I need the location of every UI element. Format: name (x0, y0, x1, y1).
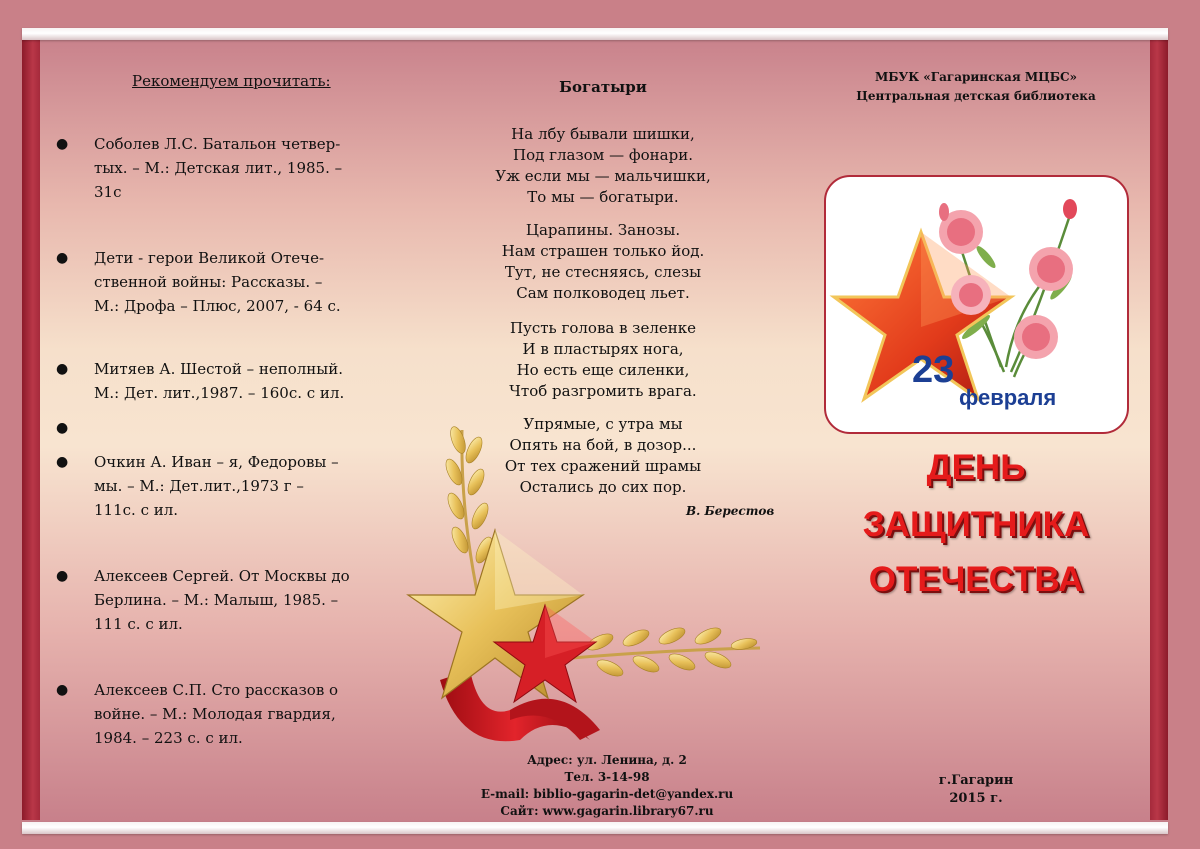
poem-line: И в пластырях нога, (522, 340, 684, 358)
list-item (54, 246, 372, 318)
poem-line: Нам страшен только йод. (501, 242, 705, 260)
poem-title: Богатыри (559, 78, 647, 96)
city-year-block (900, 772, 1052, 808)
card-month: февраля (959, 385, 1057, 410)
list-item (54, 678, 372, 750)
book-line: М.: Дрофа – Плюс, 2007, - 64 с. (94, 297, 341, 315)
book-line: Митяев А. Шестой – неполный. (94, 360, 343, 378)
book-line: Соболев Л.С. Батальон четвер- (94, 135, 341, 153)
title-line-3: ОТЕЧЕСТВА (868, 560, 1084, 599)
left-frame-bar (22, 38, 40, 820)
list-item (54, 564, 372, 636)
poem-line: На лбу бывали шишки, (511, 125, 695, 143)
poem-line: Остались до сих пор. (519, 478, 687, 496)
book-line: Очкин А. Иван – я, Федоровы – (94, 453, 339, 471)
list-item (54, 357, 372, 405)
poem-line: Царапины. Занозы. (525, 221, 681, 239)
book-line: ственной войны: Рассказы. – (94, 273, 323, 291)
poem-stanza (462, 124, 744, 208)
poem-line: Сам полководец льет. (516, 284, 690, 302)
org-name: МБУК «Гагаринская МЦБС» (874, 70, 1078, 84)
bullet-icon: ● (56, 568, 69, 584)
poem-line: Опять на бой, в дозор... (509, 436, 697, 454)
library-name: Центральная детская библиотека (856, 89, 1096, 103)
poem-line: Тут, не стесняясь, слезы (504, 263, 702, 281)
book-line: Алексеев С.П. Сто рассказов о (94, 681, 339, 699)
contact-block (466, 752, 748, 820)
poem-line: Но есть еще силенки, (516, 361, 690, 379)
carnation-flowers (939, 199, 1077, 359)
book-line: войне. – М.: Молодая гвардия, (94, 705, 336, 723)
phone-text: Тел. 3-14-98 (564, 770, 650, 784)
book-line: 111 с. с ил. (94, 615, 183, 633)
address-text: Адрес: ул. Ленина, д. 2 (527, 753, 687, 767)
book-line: 111с. с ил. (94, 501, 179, 519)
bottom-frame-rail (22, 822, 1168, 834)
poem-line: От тех сражений шрамы (504, 457, 702, 475)
book-line: 31с (94, 183, 122, 201)
list-item (54, 132, 372, 204)
book-line: Алексеев Сергей. От Москвы до (94, 567, 350, 585)
card-day-number: 23 (912, 349, 955, 391)
bullet-icon: ● (56, 420, 69, 436)
bullet-icon: ● (56, 136, 69, 152)
title-line-2: ЗАЩИТНИКА (862, 505, 1090, 544)
bullet-icon: ● (56, 361, 69, 377)
right-frame-bar (1150, 38, 1168, 820)
organization-header (820, 68, 1132, 106)
poem-line: Уж если мы — мальчишки, (495, 167, 711, 185)
year-text: 2015 г. (949, 791, 1003, 806)
bullet-icon: ● (56, 454, 69, 470)
book-line: М.: Дет. лит.,1987. – 160с. с ил. (94, 384, 345, 402)
poem-stanza (462, 318, 744, 402)
book-line: 1984. – 223 с. с ил. (94, 729, 243, 747)
star-carnations-image (826, 177, 1127, 432)
bullet-icon: ● (56, 682, 69, 698)
holiday-card-image (824, 175, 1129, 434)
poem-line: Чтоб разгромить врага. (509, 382, 697, 400)
city-text: г.Гагарин (938, 773, 1014, 788)
poem-line: То мы — богатыри. (527, 188, 679, 206)
poem-line: Пусть голова в зеленке (509, 319, 697, 337)
book-line: Берлина. – М.: Малыш, 1985. – (94, 591, 339, 609)
email-text: E-mail: biblio-gagarin-det@yandex.ru (480, 787, 734, 801)
recommended-reading-heading: Рекомендуем прочитать: (132, 72, 331, 90)
list-item (54, 450, 372, 522)
star-laurel-decoration (400, 410, 780, 770)
poem-author: В. Берестов (686, 504, 775, 518)
top-frame-rail (22, 28, 1168, 40)
poem-line: Упрямые, с утра мы (523, 415, 683, 433)
book-line: Дети - герои Великой Отече- (94, 249, 325, 267)
book-line: мы. – М.: Дет.лит.,1973 г – (94, 477, 304, 495)
poem-line: Под глазом — фонари. (513, 146, 693, 164)
website-text: Сайт: www.gagarin.library67.ru (500, 804, 714, 818)
title-line-1: ДЕНЬ (926, 448, 1026, 487)
book-line: тых. – М.: Детская лит., 1985. – (94, 159, 343, 177)
bullet-icon: ● (56, 250, 69, 266)
poem-stanza (462, 220, 744, 304)
